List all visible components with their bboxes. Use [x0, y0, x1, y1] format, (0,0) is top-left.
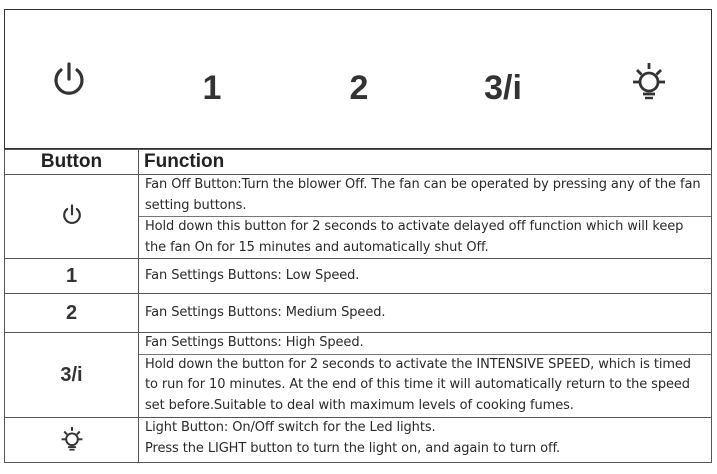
function-cell-3i — [139, 333, 712, 418]
panel-button-1: 1 — [202, 69, 222, 107]
power-icon — [60, 203, 84, 227]
function-text: Fan Settings Buttons: Medium Speed. — [145, 304, 386, 320]
function-cell-power — [139, 175, 712, 259]
function-cell-2 — [139, 294, 712, 333]
function-text: Hold down this button for 2 seconds to activate delayed off function which will keep the fan On for 15 minutes and automatically shut Off. — [139, 216, 711, 258]
table-row — [5, 259, 712, 294]
button-cell-power — [5, 175, 139, 259]
button-cell-light — [5, 418, 139, 463]
function-table — [4, 149, 712, 463]
button-cell-3i — [5, 333, 139, 418]
function-text: Fan Settings Buttons: High Speed. — [145, 335, 364, 350]
button-cell-2 — [5, 294, 139, 333]
control-panel-buttons — [5, 60, 711, 120]
button-cell-1 — [5, 259, 139, 294]
table-row — [5, 333, 712, 418]
button-label: 3/i — [60, 363, 83, 386]
control-panel-diagram — [4, 9, 712, 149]
header-function: Function — [139, 150, 712, 175]
light-bulb-icon — [59, 425, 85, 451]
table-row — [5, 175, 712, 259]
function-cell-1 — [139, 259, 712, 294]
button-label: 1 — [65, 264, 78, 287]
function-text: Light Button: On/Off switch for the Led lights. — [145, 420, 436, 435]
header-button: Button — [5, 150, 139, 175]
panel-button-3i: 3/i — [484, 69, 522, 107]
table-row — [5, 294, 712, 333]
function-cell-light — [139, 418, 712, 463]
panel-button-2: 2 — [349, 69, 369, 107]
power-icon — [49, 60, 89, 100]
function-text: Press the LIGHT button to turn the light on, and again to turn off. — [145, 440, 561, 456]
function-text: Fan Off Button:Turn the blower Off. The fan can be operated by pressing any of the fan setting buttons. — [145, 177, 701, 213]
table-row — [5, 418, 712, 463]
light-bulb-icon — [629, 60, 669, 100]
function-text: Hold down the button for 2 seconds to activate the INTENSIVE SPEED, which is timed to run for 10 minutes. At the end of this time it will automatically return to the speed set before.Suitable to deal with maximum levels of cooking fumes. — [139, 354, 711, 417]
button-label: 2 — [65, 301, 78, 324]
function-text: Fan Settings Buttons: Low Speed. — [145, 267, 360, 283]
table-header-row — [5, 150, 712, 175]
